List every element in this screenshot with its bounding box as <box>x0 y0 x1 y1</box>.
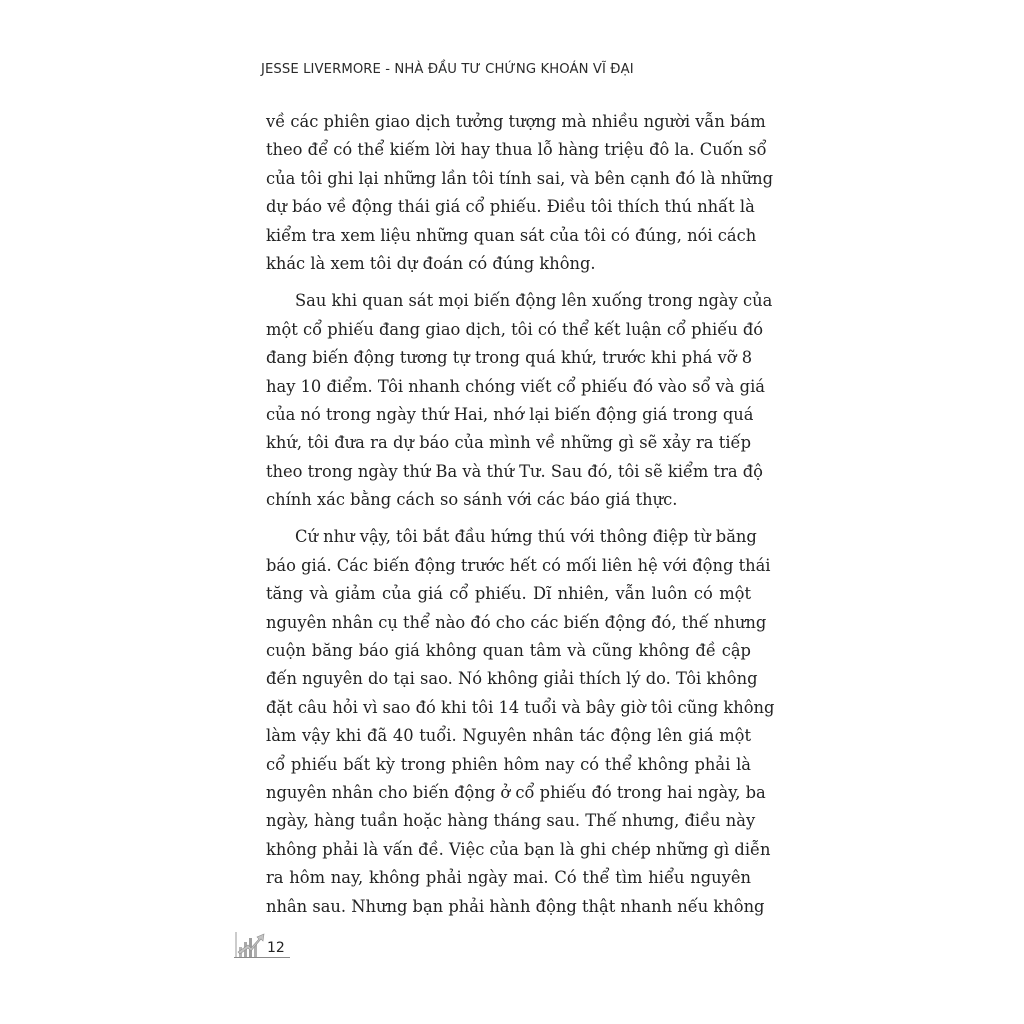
text-line: đặt câu hỏi vì sao đó khi tôi 14 tuổi và bây giờ tôi cũng không <box>266 697 775 717</box>
footer-rule <box>234 957 290 958</box>
paragraph-gap <box>266 514 751 523</box>
page-number: 12 <box>267 940 285 956</box>
text-line: không phải là vấn đề. Việc của bạn là ghi chép những gì diễn <box>266 839 771 859</box>
text-line: Sau khi quan sát mọi biến động lên xuống trong ngày của <box>295 291 773 311</box>
text-line: Cứ như vậy, tôi bắt đầu hứng thú với thông điệp từ băng <box>295 527 757 547</box>
running-header: JESSE LIVERMORE - NHÀ ĐẦU TƯ CHỨNG KHOÁN VĨ ĐẠI <box>261 62 634 77</box>
text-line: cổ phiếu bất kỳ trong phiên hôm nay có thể không phải là <box>266 754 751 774</box>
paragraph-2 <box>266 287 773 514</box>
text-line: cuộn băng báo giá không quan tâm và cũng không đề cập <box>266 641 751 661</box>
text-line: nguyên nhân cụ thể nào đó cho các biến động đó, thế nhưng <box>266 612 767 632</box>
text-line: một cổ phiếu đang giao dịch, tôi có thể kết luận cổ phiếu đó <box>266 319 764 339</box>
text-line: nhân sau. Nhưng bạn phải hành động thật nhanh nếu không <box>266 896 765 916</box>
text-line: đến nguyên do tại sao. Nó không giải thích lý do. Tôi không <box>266 669 758 689</box>
text-line: báo giá. Các biến động trước hết có mối liên hệ với động thái <box>266 555 771 575</box>
text-line: dự báo về động thái giá cổ phiếu. Điều tôi thích thú nhất là <box>266 197 755 217</box>
text-line: chính xác bằng cách so sánh với các báo giá thực. <box>266 490 678 510</box>
text-line: hay 10 điểm. Tôi nhanh chóng viết cổ phiếu đó vào sổ và giá <box>266 376 766 396</box>
text-line: của tôi ghi lại những lần tôi tính sai, và bên cạnh đó là những <box>266 168 774 188</box>
text-line: theo trong ngày thứ Ba và thứ Tư. Sau đó, tôi sẽ kiểm tra độ <box>266 461 763 481</box>
rising-chart-arrow-icon <box>234 930 266 958</box>
text-line: về các phiên giao dịch tưởng tượng mà nhiều người vẫn bám <box>266 112 766 131</box>
text-line: ra hôm nay, không phải ngày mai. Có thể tìm hiểu nguyên <box>266 868 751 888</box>
text-line: tăng và giảm của giá cổ phiếu. Dĩ nhiên, vẫn luôn có một <box>266 584 751 604</box>
text-line: ngày, hàng tuần hoặc hàng tháng sau. Thế nhưng, điều này <box>266 811 756 831</box>
text-line: khứ, tôi đưa ra dự báo của mình về những gì sẽ xảy ra tiếp <box>266 433 751 453</box>
text-line: nguyên nhân cho biến động ở cổ phiếu đó trong hai ngày, ba <box>266 782 766 802</box>
text-line: khác là xem tôi dự đoán có đúng không. <box>266 253 596 273</box>
body-text <box>266 108 775 921</box>
text-line: kiểm tra xem liệu những quan sát của tôi có đúng, nói cách <box>266 225 757 245</box>
paragraph-3 <box>266 523 775 920</box>
paragraph-1 <box>266 108 774 278</box>
paragraph-gap <box>266 278 751 287</box>
text-line: của nó trong ngày thứ Hai, nhớ lại biến động giá trong quá <box>266 404 754 424</box>
page-footer <box>234 930 294 962</box>
text-line: làm vậy khi đã 40 tuổi. Nguyên nhân tác động lên giá một <box>266 726 751 746</box>
text-line: theo để có thể kiếm lời hay thua lỗ hàng triệu đô la. Cuốn sổ <box>266 140 767 160</box>
text-line: đang biến động tương tự trong quá khứ, trước khi phá vỡ 8 <box>266 348 753 368</box>
